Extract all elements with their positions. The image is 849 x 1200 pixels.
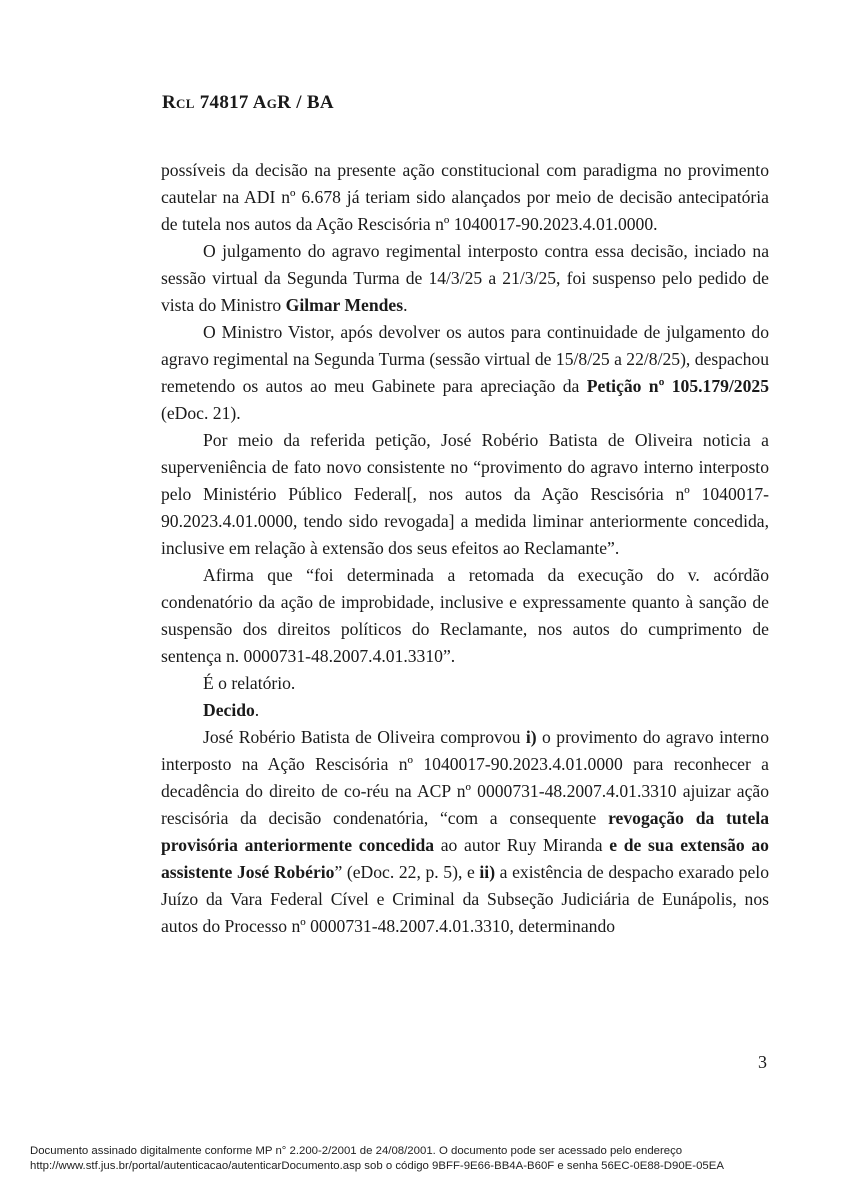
emphasis-text: e de sua extensão ao assistente José Robério [161,835,769,882]
minister-name: Gilmar Mendes [285,295,404,315]
digital-signature-footer [30,1144,724,1174]
page-number: 3 [758,1052,767,1072]
paragraph-text: José Robério Batista de Oliveira comprovou [203,727,526,747]
footer-line: Documento assinado digitalmente conforme MP n° 2.200-2/2001 de 24/08/2001. O documento pode ser acessado pelo endereço [30,1145,683,1157]
paragraph-new-fact: Por meio da referida petição, José Robério Batista de Oliveira noticia a superveniência de fato novo consistente no “provimento do agravo interno interposto pelo Ministério Público Federal[, nos autos da Ação Rescisória nº 1040017-90.2023.4.01.0000, tendo sido revogada] a medida liminar anteriormente concedida, inclusive em relação à extensão dos seus efeitos ao Reclamante”. [161,430,769,558]
decision-label: Decido [203,700,255,720]
paragraph-text: a existência de despacho exarado pelo Juízo da Vara Federal Cível e Criminal da Subseção Judiciária de Eunápolis, nos autos do Processo nº 0000731-48.2007.4.01.3310, determinando [161,862,769,936]
paragraph-text: (eDoc. 21). [161,403,241,423]
paragraph-continuation: possíveis da decisão na presente ação constitucional com paradigma no provimento cautelar na ADI nº 6.678 já teriam sido alançados por meio de decisão antecipatória de tutela nos autos da Ação Rescisória nº 1040017-90.2023.4.01.0000. [161,160,769,234]
paragraph-text: O julgamento do agravo regimental interposto contra essa decisão, inciado na sessão virtual da Segunda Turma de 14/3/25 a 21/3/25, foi suspenso pelo pedido de vista do Ministro [161,241,769,315]
paragraph-decision-heading [161,697,769,724]
paragraph-text: . [403,295,408,315]
paragraph-text: O Ministro Vistor, após devolver os autos para continuidade de julgamento do agravo regimental na Segunda Turma (sessão virtual de 15/8/25 a 22/8/25), despachou remetendo os autos ao meu Gabinete para apreciação da [161,322,769,396]
item-marker: i) [525,727,537,747]
paragraph-text: o provimento do agravo interno interposto na Ação Rescisória nº 1040017-90.2023.4.01.0000 para reconhecer a decadência do direito de co-réu na ACP nº 0000731-48.2007.4.01.3310 ajuizar ação rescisória da decisão condenatória, “com a consequente [161,727,769,828]
petition-number: Petição nº 105.179/2025 [586,376,769,396]
paragraph-proof [161,724,769,940]
paragraph-petition-referral [161,319,769,427]
paragraph-text: ” (eDoc. 22, p. 5), e [334,862,480,882]
paragraph-judgment-suspension [161,238,769,319]
document-body [161,157,769,940]
item-marker: ii) [479,862,496,882]
paragraph-execution-resumption: Afirma que “foi determinada a retomada da execução do v. acórdão condenatório da ação de improbidade, inclusive e expressamente quanto à sanção de suspensão dos direitos políticos do Reclamante, nos autos do cumprimento de sentença n. 0000731-48.2007.4.01.3310”. [161,565,769,666]
footer-line: http://www.stf.jus.br/portal/autenticacao/autenticarDocumento.asp sob o código 9BFF-9E66-BB4A-B60F e senha 56EC-0E88-D90E-05EA [30,1160,724,1172]
case-reference-header: Rcl 74817 AgR / BA [162,92,334,113]
paragraph-text: . [254,700,260,720]
paragraph-text: ao autor Ruy Miranda [434,835,610,855]
emphasis-text: revogação da tutela provisória anteriormente concedida [161,808,770,855]
paragraph-report-end: É o relatório. [203,673,296,693]
